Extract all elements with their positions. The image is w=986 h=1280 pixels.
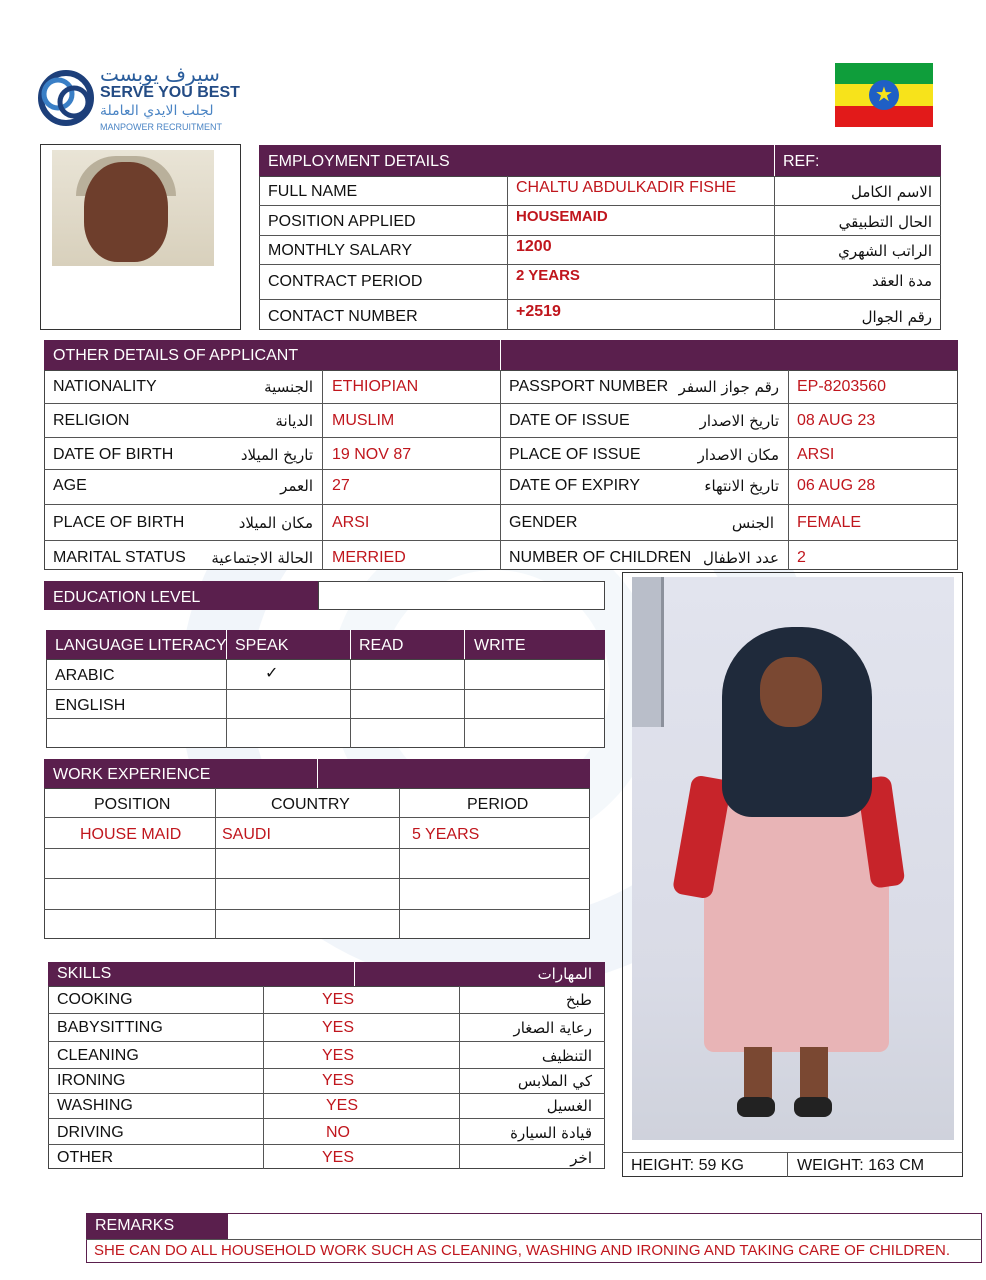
logo-tagline-arabic: لجلب الايدي العاملة (100, 103, 214, 119)
skill-cooking-label-ar: طبخ (565, 991, 592, 1009)
education-header: EDUCATION LEVEL (53, 589, 201, 606)
work-period-value: 5 YEARS (412, 826, 480, 843)
religion-label-ar: الديانة (275, 412, 313, 430)
skill-ironing-value: YES (322, 1072, 355, 1089)
language-row-arabic: ARABIC (55, 667, 115, 684)
place-of-birth-label-ar: مكان الميلاد (238, 514, 313, 532)
place-of-issue-label-ar: مكان الاصدار (697, 446, 779, 464)
skill-cleaning-value: YES (322, 1047, 355, 1064)
number-of-children-value: 2 (797, 549, 806, 566)
skill-ironing-label: IRONING (57, 1072, 126, 1089)
skills-header-bar (48, 962, 605, 986)
education-value (318, 581, 605, 610)
headshot-photo (52, 150, 214, 266)
passport-number-label: PASSPORT NUMBER (509, 378, 669, 395)
language-row-english: ENGLISH (55, 697, 126, 714)
read-header: READ (359, 637, 404, 654)
skill-cleaning-label: CLEANING (57, 1047, 139, 1064)
date-of-birth-label: DATE OF BIRTH (53, 446, 174, 463)
speak-header: SPEAK (235, 637, 289, 654)
religion-label: RELIGION (53, 412, 130, 429)
age-label-ar: العمر (280, 477, 313, 495)
position-applied-label: POSITION APPLIED (268, 213, 416, 230)
age-value: 27 (332, 477, 350, 494)
skill-washing-value: YES (326, 1097, 359, 1114)
contact-number-label-ar: رقم الجوال (861, 308, 932, 326)
contact-number-label: CONTACT NUMBER (268, 308, 418, 325)
work-col-position: POSITION (94, 796, 171, 813)
contract-period-value: 2 YEARS (516, 267, 580, 284)
height-value: HEIGHT: 59 KG (631, 1157, 744, 1174)
language-table (46, 659, 605, 748)
logo-name-english: SERVE YOU BEST (100, 84, 240, 101)
contract-period-label: CONTRACT PERIOD (268, 273, 423, 290)
place-of-issue-value: ARSI (797, 446, 835, 463)
skills-header: SKILLS (57, 965, 112, 982)
skill-washing-label: WASHING (57, 1097, 133, 1114)
contact-number-value: +2519 (516, 303, 561, 320)
write-header: WRITE (474, 637, 526, 654)
monthly-salary-label: MONTHLY SALARY (268, 242, 413, 259)
skills-header-ar: المهارات (537, 965, 592, 983)
date-of-issue-value: 08 AUG 23 (797, 412, 876, 429)
age-label: AGE (53, 477, 87, 494)
skill-other-value: YES (322, 1149, 355, 1166)
marital-status-value: MERRIED (332, 549, 406, 566)
arabic-speak-check-icon: ✓ (265, 665, 279, 682)
skill-driving-label-ar: قيادة السيارة (510, 1124, 592, 1142)
skill-babysitting-value: YES (322, 1019, 355, 1036)
place-of-birth-label: PLACE OF BIRTH (53, 514, 185, 531)
work-col-period: PERIOD (467, 796, 529, 813)
other-details-header: OTHER DETAILS OF APPLICANT (53, 347, 299, 364)
nationality-label-ar: الجنسية (264, 378, 313, 396)
skill-ironing-label-ar: كي الملابس (517, 1072, 592, 1090)
full-name-label-ar: الاسم الكامل (850, 183, 932, 201)
date-of-issue-label-ar: تاريخ الاصدار (699, 412, 779, 430)
weight-value: WEIGHT: 163 CM (797, 1157, 925, 1174)
passport-number-label-ar: رقم جواز السفر (678, 378, 779, 396)
gender-label: GENDER (509, 514, 578, 531)
work-col-country: COUNTRY (271, 796, 350, 813)
company-logo-icon (36, 64, 98, 134)
date-of-birth-label-ar: تاريخ الميلاد (240, 446, 313, 464)
skill-cooking-value: YES (322, 991, 355, 1008)
place-of-issue-label: PLACE OF ISSUE (509, 446, 641, 463)
logo-name-arabic: سيرف يوبست (100, 62, 220, 86)
skill-cooking-label: COOKING (57, 991, 133, 1008)
ref-label: REF: (783, 153, 820, 170)
number-of-children-label: NUMBER OF CHILDREN (509, 549, 692, 566)
skill-other-label: OTHER (57, 1149, 113, 1166)
nationality-value: ETHIOPIAN (332, 378, 419, 395)
place-of-birth-value: ARSI (332, 514, 370, 531)
remarks-header: REMARKS (95, 1217, 175, 1234)
contract-period-label-ar: مدة العقد (872, 272, 932, 290)
position-applied-value: HOUSEMAID (516, 208, 608, 225)
language-literacy-header: LANGUAGE LITERACY (55, 637, 227, 654)
logo-tagline-english: MANPOWER RECRUITMENT (100, 122, 222, 132)
skill-babysitting-label-ar: رعاية الصغار (513, 1019, 592, 1037)
number-of-children-label-ar: عدد الاطفال (703, 549, 779, 567)
nationality-label: NATIONALITY (53, 378, 157, 395)
monthly-salary-value: 1200 (516, 238, 552, 255)
work-country-value: SAUDI (222, 826, 271, 843)
skill-cleaning-label-ar: التنظيف (541, 1047, 592, 1065)
date-of-expiry-value: 06 AUG 28 (797, 477, 876, 494)
full-body-photo (632, 577, 954, 1140)
full-name-value: CHALTU ABDULKADIR FISHE (516, 179, 737, 196)
skill-babysitting-label: BABYSITTING (57, 1019, 163, 1036)
date-of-birth-value: 19 NOV 87 (332, 446, 412, 463)
full-name-label: FULL NAME (268, 183, 358, 200)
date-of-issue-label: DATE OF ISSUE (509, 412, 630, 429)
skill-other-label-ar: اخر (570, 1149, 592, 1167)
ethiopia-flag-icon: ★ (835, 63, 933, 127)
position-applied-label-ar: الحال التطبيقي (838, 213, 932, 231)
skill-driving-label: DRIVING (57, 1124, 124, 1141)
marital-status-label: MARITAL STATUS (53, 549, 186, 566)
passport-number-value: EP-8203560 (797, 378, 886, 395)
marital-status-label-ar: الحالة الاجتماعية (211, 549, 313, 567)
remarks-text: SHE CAN DO ALL HOUSEHOLD WORK SUCH AS CLEANING, WASHING AND IRONING AND TAKING CARE OF CHILDREN. (94, 1242, 950, 1259)
date-of-expiry-label-ar: تاريخ الانتهاء (704, 477, 779, 495)
gender-label-ar: الجنس (731, 514, 774, 532)
religion-value: MUSLIM (332, 412, 395, 429)
skill-washing-label-ar: الغسيل (546, 1097, 592, 1115)
date-of-expiry-label: DATE OF EXPIRY (509, 477, 640, 494)
skill-driving-value: NO (326, 1124, 350, 1141)
gender-value: FEMALE (797, 514, 862, 531)
work-header: WORK EXPERIENCE (53, 766, 211, 783)
work-position-value: HOUSE MAID (80, 826, 182, 843)
monthly-salary-label-ar: الراتب الشهري (838, 242, 932, 260)
employment-header: EMPLOYMENT DETAILS (268, 153, 450, 170)
